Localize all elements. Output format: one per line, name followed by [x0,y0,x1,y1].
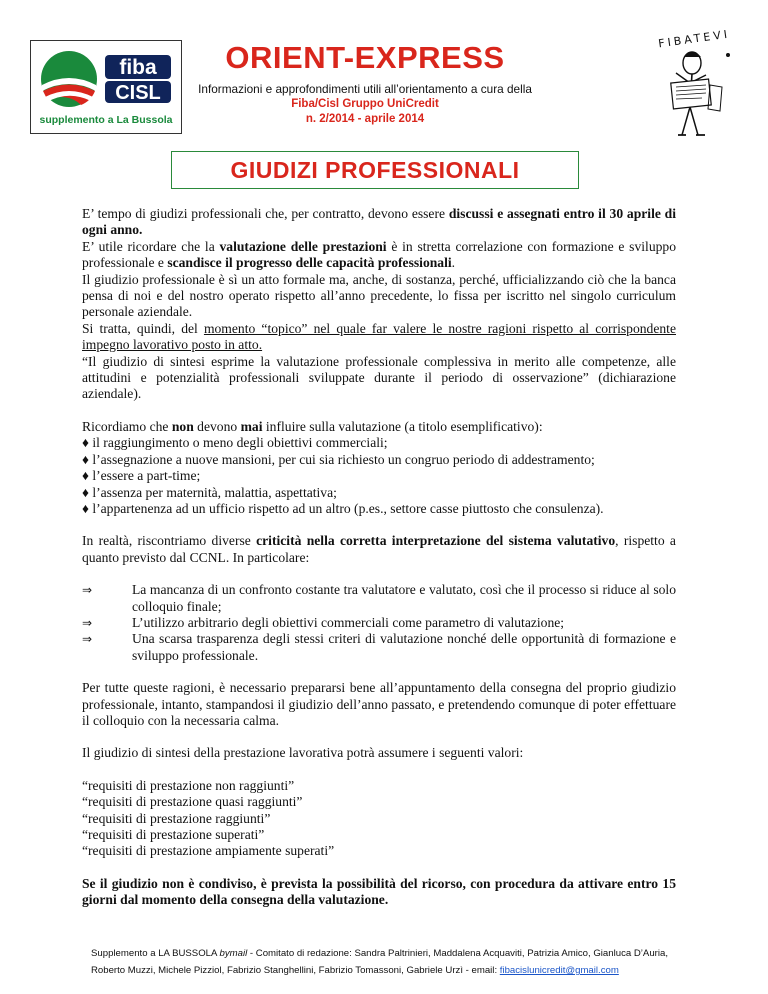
list-item-text: l’appartenenza ad un ufficio rispetto ad un altro (p.es., settore casse piuttosto che consulenza). [92,500,604,516]
text-span: In realtà, riscontriamo diverse [82,533,257,549]
list-item [82,435,676,451]
emphasis-text: Se il giudizio non è condiviso, è prevista la possibilità del ricorso, con procedura da attivare entro 15 giorni dal momento della consegna della valutazione. [82,875,676,908]
text-span: è in stretta correlazione con formazione e sviluppo professionale e [82,238,677,271]
text-span: bymail [219,948,248,959]
list-item [82,452,676,468]
list-item-text: l’essere a part-time; [92,468,201,484]
masthead-title: ORIENT-EXPRESS [225,40,505,75]
list-item [82,582,676,615]
list-item-text: L’utilizzo arbitrario degli obiettivi commerciali come parametro di valutazione; [132,614,565,630]
value-item: “requisiti di prestazione quasi raggiunti” [82,794,303,810]
list-item-text: il raggiungimento o meno degli obiettivi commerciali; [92,435,388,451]
list-item-text: Una scarsa trasparenza degli stessi criteri di valutazione nonché delle opportunità di formazione e sviluppo professionale. [132,631,676,663]
footer [91,945,711,979]
email-link[interactable]: fibacislunicredit@gmail.com [499,965,619,976]
emphasis-text: mai [240,418,263,434]
emphasis-text: criticità nella corretta interpretazione del sistema valutativo [256,533,616,549]
diamond-bullet-icon: ♦ [82,500,89,516]
list-item-text: l’assegnazione a nuove mansioni, per cui sia richiesto un congruo periodo di addestramento; [92,451,595,467]
emphasis-text: scandisce il progresso delle capacità professionali [167,255,452,271]
arrow-list [82,582,676,664]
diamond-bullet-icon: ♦ [82,451,89,467]
arrow-right-icon: ⇒ [82,583,93,598]
value-item: “requisiti di prestazione ampiamente superati” [82,843,335,859]
emphasis-text: valutazione delle prestazioni [219,238,387,254]
value-item: “requisiti di prestazione raggiunti” [82,810,271,826]
cartoon-figure-icon [650,27,740,147]
underlined-text: momento “topico” nel quale far valere le nostre ragioni rispetto al corrispondente impegno lavorativo posto in atto. [82,320,676,353]
paragraph [82,533,676,566]
list-item [82,468,676,484]
list-item [82,631,676,664]
article-body [82,206,676,909]
arrow-right-icon: ⇒ [82,615,93,630]
text-span: Si tratta, quindi, del [82,320,204,336]
text-span: Roberto Muzzi, Michele Pizziol, Fabrizio Stanghellini, Fabrizio Tomassoni, Gabriele Urzì - email: [91,965,500,976]
headline: GIUDIZI PROFESSIONALI [171,151,579,189]
paragraph [82,206,676,239]
bullet-list [82,435,676,517]
masthead-issue: n. 2/2014 - aprile 2014 [305,113,425,125]
footer-line [91,945,711,962]
fiba-cisl-logo [30,40,182,134]
logo-caption: supplemento a La Bussola [39,114,173,126]
text-span: - Comitato di redazione: Sandra Paltrinieri, Maddalena Acquaviti, Patrizia Amico, Gianluca D’Auria, [247,948,668,959]
paragraph: Il giudizio professionale è sì un atto formale ma, anche, di sostanza, perché, ufficializzando ciò che la banca pensa di noi e del nostro operato rispetto all’anno precedente, lo fissa per iscritto nel singolo curriculum personale aziendale. [82,271,676,320]
paragraph [82,239,676,272]
masthead-subtitle: Informazioni e approfondimenti utili all’orientamento a cura della [198,82,532,96]
list-item-text: l’assenza per maternità, malattia, aspettativa; [92,484,337,500]
arrow-right-icon: ⇒ [82,632,93,647]
diamond-bullet-icon: ♦ [82,468,89,484]
values-list [82,778,676,860]
text-span: E’ utile ricordare che la [82,238,220,254]
list-item [82,485,676,501]
masthead-publisher: Fiba/Cisl Gruppo UniCredit [291,98,439,110]
paragraph: “Il giudizio di sintesi esprime la valutazione professionale complessiva in merito alle competenze, alle attitudini e potenzialità professionali sviluppate durante il periodo di osservazione” (dichiarazione aziendale). [82,353,676,402]
paragraph: Il giudizio di sintesi della prestazione lavorativa potrà assumere i seguenti valori: [82,745,524,761]
logo-brand-bottom: CISL [115,82,161,104]
text-span: E’ tempo di giudizi professionali che, per contratto, devono essere [82,206,449,221]
paragraph: Per tutte queste ragioni, è necessario prepararsi bene all’appuntamento della consegna del proprio giudizio professionale, intanto, stampandosi il giudizio dell’anno passato, e pretendendo comunque di poter effettuare il colloquio con la necessaria calma. [82,680,676,728]
paragraph [82,419,676,435]
list-item-text: La mancanza di un confronto costante tra valutatore e valutato, così che il processo si riduce al solo colloquio finale; [132,582,676,614]
diamond-bullet-icon: ♦ [82,435,89,451]
ricorso-paragraph [82,876,676,909]
diamond-bullet-icon: ♦ [82,484,89,500]
paragraph [82,321,676,354]
text-span: Ricordiamo che [82,418,172,434]
footer-line [91,962,711,979]
text-span: , rispetto a quanto previsto dal CCNL. In particolare: [82,533,676,565]
cartoon-label: FIBATEVI [657,27,731,51]
value-item: “requisiti di prestazione superati” [82,827,265,842]
text-span: devono [193,418,241,434]
value-item: “requisiti di prestazione non raggiunti” [82,777,295,793]
list-item [82,501,676,517]
emphasis-text: non [171,418,194,434]
logo-brand-top: fiba [119,56,157,79]
list-item [82,615,676,631]
deadline-text: discussi e assegnati entro il 30 aprile di ogni anno. [82,206,677,238]
text-span: influire sulla valutazione (a titolo esemplificativo): [262,418,543,434]
text-span: . [451,255,456,271]
text-span: Supplemento a LA BUSSOLA [91,948,220,959]
